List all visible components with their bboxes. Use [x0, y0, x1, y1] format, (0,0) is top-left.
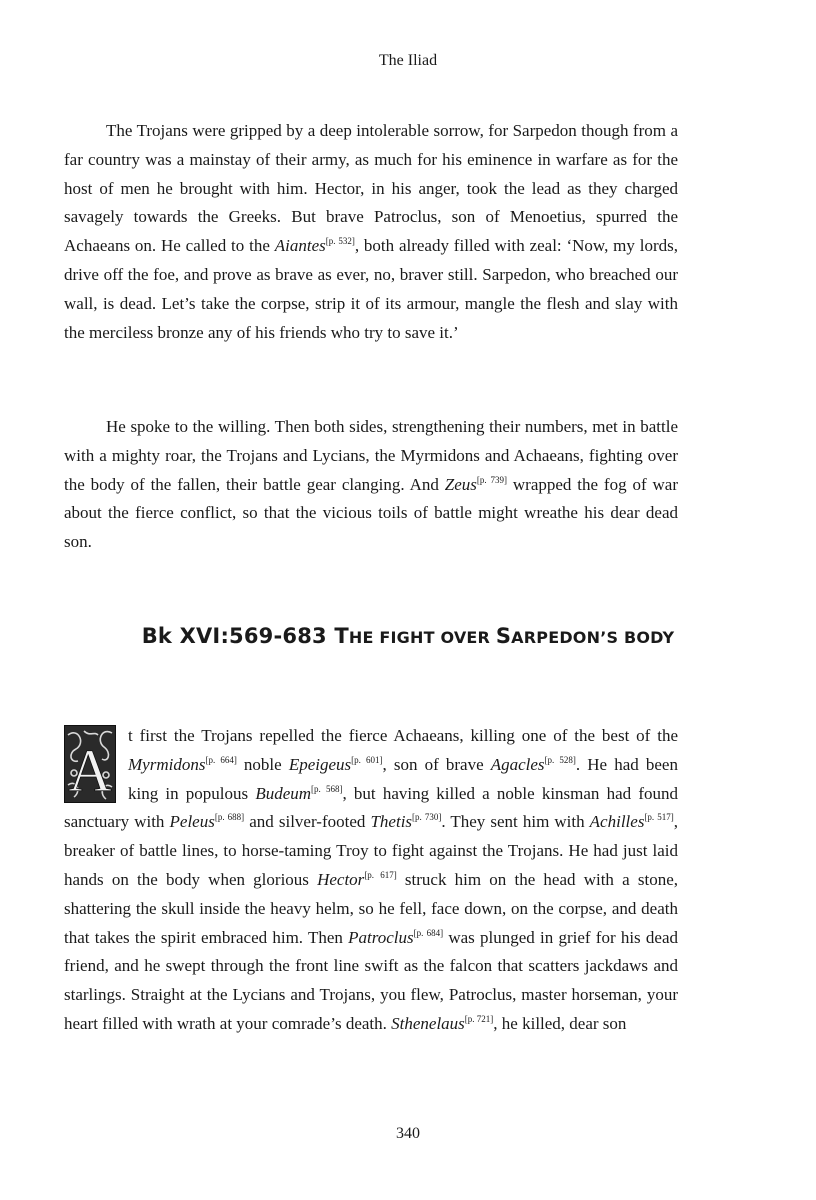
ornamental-dropcap-icon [64, 725, 116, 803]
paragraph-3 [64, 722, 678, 1039]
page-reference[interactable]: [p. 664] [205, 754, 237, 765]
text-run: He spoke to the willing. Then both sides, strengthening their numbers, met in battle with a mighty roar, the Trojans and Lycians, the Myrmidons and Achaeans, fighting over the body of the fallen, their battle gear clanging. And [64, 417, 678, 494]
page-number: 340 [396, 1125, 420, 1142]
heading-smallcaps: HE FIGHT OVER [348, 628, 496, 647]
name-link[interactable]: Zeus [444, 474, 477, 494]
paragraph-2 [64, 413, 678, 557]
text-run: and silver-footed [244, 812, 371, 832]
page-reference[interactable]: [p. 739] [476, 474, 507, 485]
text-run: , he killed, dear son [493, 1013, 627, 1033]
text-run: wrapped the fog of war about the fierce conflict, so that the vicious toils of battle might wreathe his dear dead son. [64, 474, 679, 552]
page-reference[interactable]: [p. 684] [413, 927, 444, 938]
text-run: struck him on the head with a stone, shattering the skull inside the heavy helm, so he fell, face down, on the corpse, and death that takes the spirit embraced him. Then [64, 869, 678, 947]
page-reference[interactable]: [p. 568] [311, 783, 343, 794]
page-reference[interactable]: [p. 528] [544, 754, 576, 765]
name-link[interactable]: Thetis [370, 812, 413, 832]
text-run: . They sent him with [441, 812, 590, 832]
paragraph-1 [64, 117, 678, 347]
text-run: , but having killed a noble kinsman had found sanctuary with [64, 783, 678, 832]
page-reference[interactable]: [p. 601] [351, 754, 383, 765]
text-run: , breaker of battle lines, to horse-taming Troy to fight against the Trojans. He had just laid hands on the body when glorious [64, 812, 679, 889]
page-reference[interactable]: [p. 688] [214, 812, 245, 823]
dropcap-letter: A [68, 738, 112, 803]
page-reference[interactable]: [p. 730] [412, 812, 442, 823]
heading-book-ref: Bk XVI:569-683 [141, 624, 335, 648]
name-link[interactable]: Peleus [169, 812, 215, 832]
name-link[interactable]: Sthenelaus [391, 1013, 465, 1033]
name-link[interactable]: Patroclus [348, 927, 414, 947]
name-link[interactable]: Myrmidons [128, 754, 206, 774]
page-reference[interactable]: [p. 517] [644, 812, 674, 823]
text-run: . He had been king in populous [128, 754, 678, 803]
section-heading [0, 624, 816, 648]
name-link[interactable]: Achilles [589, 812, 645, 832]
name-link[interactable]: Budeum [255, 783, 312, 803]
name-link[interactable]: Hector [317, 869, 365, 889]
text-run: was plunged in grief for his dead friend, and he swept through the front line swift as the falcon that scatters jackdaws and starlings. Straight at the Lycians and Trojans, you flew, Patroclus, master horseman, your heart filled with wrath at your comrade’s death. [64, 927, 678, 1033]
name-link[interactable]: Agacles [490, 754, 545, 774]
heading-smallcaps: ARPEDON’S BODY [511, 628, 675, 647]
name-link[interactable]: Epeigeus [288, 754, 352, 774]
heading-initial: T [334, 624, 349, 648]
running-head: The Iliad [378, 52, 438, 69]
text-run: , both already filled with zeal: ‘Now, my lords, drive off the foe, and prove as brave as ever, no, braver still. Sarpedon, who breached our wall, is dead. Let’s take the corpse, strip it of its armour, mangle the flesh and slay with the merciless bronze any of his friends who try to save it.’ [64, 236, 678, 342]
heading-initial: S [495, 624, 512, 648]
page-reference[interactable]: [p. 721] [464, 1013, 494, 1024]
text-run: The Trojans were gripped by a deep intolerable sorrow, for Sarpedon though from a far country was a mainstay of their army, as much for his eminence in warfare as for the host of men he brought with him. Hector, in his anger, took the lead as they charged savagely towards the Greeks. But brave Patroclus, son of Menoetius, spurred the Achaeans on. He called to the [64, 121, 678, 256]
text-run: t first the Trojans repelled the fierce Achaeans, killing one of the best of the [128, 726, 678, 745]
text-run: , son of brave [382, 754, 491, 774]
page-reference[interactable]: [p. 617] [364, 869, 397, 880]
page-reference[interactable]: [p. 532] [325, 236, 355, 247]
text-run: noble [236, 754, 289, 774]
name-link[interactable]: Aiantes [274, 236, 326, 256]
